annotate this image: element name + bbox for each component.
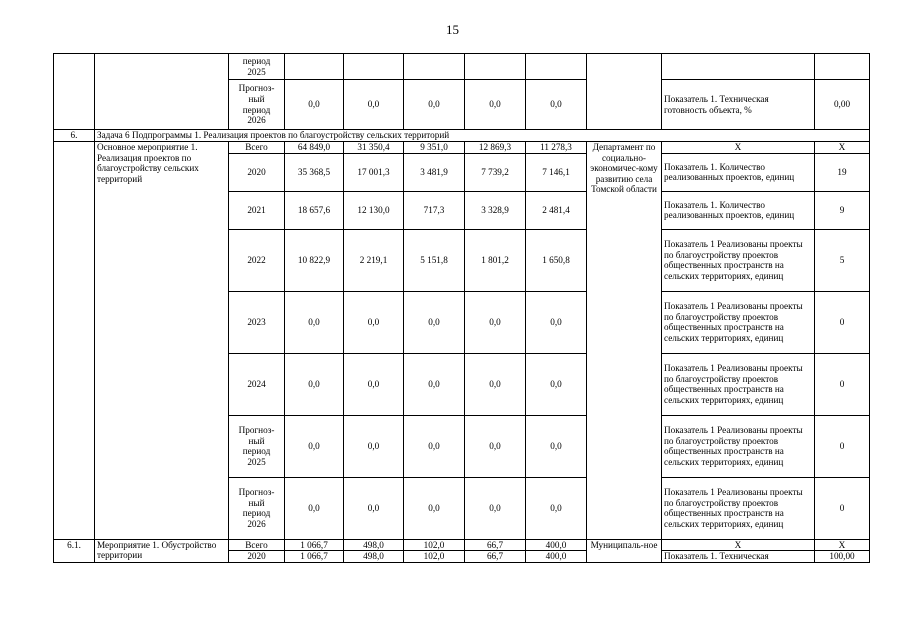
value-cell: 0,0 bbox=[344, 353, 404, 415]
period-cell: 2020 bbox=[229, 153, 285, 191]
indicator-value-cell: 9 bbox=[815, 191, 870, 229]
task-row bbox=[54, 130, 870, 142]
value-cell: 0,0 bbox=[404, 353, 465, 415]
value-cell: 0,0 bbox=[526, 477, 587, 539]
value-cell: 66,7 bbox=[465, 551, 526, 563]
value-cell: 0,0 bbox=[526, 353, 587, 415]
value-cell: 18 657,6 bbox=[285, 191, 344, 229]
period-cell: Прогноз- ный период 2026 bbox=[229, 477, 285, 539]
value-cell: 2 219,1 bbox=[344, 229, 404, 291]
measure-number: 6.1. bbox=[54, 539, 95, 562]
period-cell: Всего bbox=[229, 142, 285, 154]
value-cell: 0,0 bbox=[526, 291, 587, 353]
value-cell: 1 066,7 bbox=[285, 539, 344, 551]
period-cell: 2023 bbox=[229, 291, 285, 353]
measure-name: Основное мероприятие 1. Реализация проектов по благоустройству сельских территорий bbox=[95, 142, 229, 540]
period-cell: 2022 bbox=[229, 229, 285, 291]
task-title: Задача 6 Подпрограммы 1. Реализация проектов по благоустройству сельских территорий bbox=[95, 130, 870, 142]
value-cell: 0,0 bbox=[404, 291, 465, 353]
value-cell: 0,0 bbox=[404, 80, 465, 130]
value-cell: 9 351,0 bbox=[404, 142, 465, 154]
period-cell: Прогноз- ный период 2026 bbox=[229, 80, 285, 130]
indicator-cell: Показатель 1. Техническая bbox=[662, 551, 815, 563]
program-table bbox=[53, 53, 870, 563]
indicator-cell: Показатель 1. Техническая готовность объекта, % bbox=[662, 80, 815, 130]
value-cell: 0,0 bbox=[465, 415, 526, 477]
value-cell: 66,7 bbox=[465, 539, 526, 551]
value-cell bbox=[404, 54, 465, 80]
value-cell bbox=[465, 54, 526, 80]
indicator-value-cell: Х bbox=[815, 142, 870, 154]
value-cell: 3 328,9 bbox=[465, 191, 526, 229]
value-cell: 0,0 bbox=[344, 291, 404, 353]
value-cell: 0,0 bbox=[465, 80, 526, 130]
value-cell bbox=[526, 54, 587, 80]
value-cell: 2 481,4 bbox=[526, 191, 587, 229]
indicator-cell bbox=[662, 54, 815, 80]
value-cell: 10 822,9 bbox=[285, 229, 344, 291]
indicator-cell: Х bbox=[662, 539, 815, 551]
value-cell: 0,0 bbox=[344, 80, 404, 130]
value-cell: 0,0 bbox=[285, 353, 344, 415]
value-cell: 102,0 bbox=[404, 551, 465, 563]
value-cell: 0,0 bbox=[344, 477, 404, 539]
indicator-cell: Х bbox=[662, 142, 815, 154]
value-cell bbox=[344, 54, 404, 80]
value-cell: 0,0 bbox=[465, 353, 526, 415]
value-cell: 11 278,3 bbox=[526, 142, 587, 154]
value-cell: 1 066,7 bbox=[285, 551, 344, 563]
value-cell: 0,0 bbox=[285, 415, 344, 477]
table-row bbox=[54, 539, 870, 551]
value-cell: 498,0 bbox=[344, 551, 404, 563]
indicator-cell: Показатель 1. Количество реализованных проектов, единиц bbox=[662, 153, 815, 191]
indicator-cell: Показатель 1 Реализованы проекты по благоустройству проектов общественных пространств на сельских территориях, единиц bbox=[662, 477, 815, 539]
value-cell: 1 650,8 bbox=[526, 229, 587, 291]
indicator-value-cell: 0,00 bbox=[815, 80, 870, 130]
task-number: 6. bbox=[54, 130, 95, 142]
value-cell: 5 151,8 bbox=[404, 229, 465, 291]
value-cell: 498,0 bbox=[344, 539, 404, 551]
period-cell: Всего bbox=[229, 539, 285, 551]
value-cell: 12 130,0 bbox=[344, 191, 404, 229]
indicator-cell: Показатель 1 Реализованы проекты по благоустройству проектов общественных пространств на сельских территориях, единиц bbox=[662, 291, 815, 353]
num-cell bbox=[54, 142, 95, 540]
indicator-cell: Показатель 1 Реализованы проекты по благоустройству проектов общественных пространств на сельских территориях, единиц bbox=[662, 229, 815, 291]
value-cell: 0,0 bbox=[465, 477, 526, 539]
indicator-cell: Показатель 1. Количество реализованных проектов, единиц bbox=[662, 191, 815, 229]
num-cell bbox=[54, 54, 95, 130]
value-cell: 0,0 bbox=[285, 80, 344, 130]
period-cell: 2024 bbox=[229, 353, 285, 415]
name-cell bbox=[95, 54, 229, 130]
indicator-value-cell: 0 bbox=[815, 291, 870, 353]
value-cell: 0,0 bbox=[526, 80, 587, 130]
indicator-cell: Показатель 1 Реализованы проекты по благоустройству проектов общественных пространств на сельских территориях, единиц bbox=[662, 415, 815, 477]
value-cell: 0,0 bbox=[404, 415, 465, 477]
value-cell: 102,0 bbox=[404, 539, 465, 551]
indicator-value-cell: Х bbox=[815, 539, 870, 551]
indicator-value-cell: 19 bbox=[815, 153, 870, 191]
value-cell: 400,0 bbox=[526, 539, 587, 551]
value-cell: 35 368,5 bbox=[285, 153, 344, 191]
value-cell: 400,0 bbox=[526, 551, 587, 563]
value-cell: 31 350,4 bbox=[344, 142, 404, 154]
table-row bbox=[54, 142, 870, 154]
indicator-value-cell bbox=[815, 54, 870, 80]
period-cell: 2021 bbox=[229, 191, 285, 229]
value-cell: 0,0 bbox=[465, 291, 526, 353]
value-cell: 3 481,9 bbox=[404, 153, 465, 191]
indicator-value-cell: 0 bbox=[815, 415, 870, 477]
indicator-value-cell: 5 bbox=[815, 229, 870, 291]
indicator-cell: Показатель 1 Реализованы проекты по благоустройству проектов общественных пространств на сельских территориях, единиц bbox=[662, 353, 815, 415]
value-cell: 7 146,1 bbox=[526, 153, 587, 191]
page-number: 15 bbox=[446, 22, 459, 37]
period-cell: период 2025 bbox=[229, 54, 285, 80]
measure-name: Мероприятие 1. Обустройство территории bbox=[95, 539, 229, 562]
indicator-value-cell: 0 bbox=[815, 353, 870, 415]
value-cell: 0,0 bbox=[285, 477, 344, 539]
value-cell: 12 869,3 bbox=[465, 142, 526, 154]
executor-cell: Департамент по социально-экономичес-кому развитию села Томской области bbox=[587, 142, 662, 540]
indicator-value-cell: 100,00 bbox=[815, 551, 870, 563]
value-cell: 17 001,3 bbox=[344, 153, 404, 191]
executor-cell bbox=[587, 54, 662, 130]
value-cell: 717,3 bbox=[404, 191, 465, 229]
value-cell: 0,0 bbox=[404, 477, 465, 539]
value-cell: 64 849,0 bbox=[285, 142, 344, 154]
indicator-value-cell: 0 bbox=[815, 477, 870, 539]
value-cell: 0,0 bbox=[285, 291, 344, 353]
table-row bbox=[54, 54, 870, 80]
value-cell: 1 801,2 bbox=[465, 229, 526, 291]
period-cell: Прогноз- ный период 2025 bbox=[229, 415, 285, 477]
value-cell: 0,0 bbox=[526, 415, 587, 477]
period-cell: 2020 bbox=[229, 551, 285, 563]
value-cell: 0,0 bbox=[344, 415, 404, 477]
value-cell bbox=[285, 54, 344, 80]
value-cell: 7 739,2 bbox=[465, 153, 526, 191]
executor-cell: Муниципаль-ное bbox=[587, 539, 662, 562]
